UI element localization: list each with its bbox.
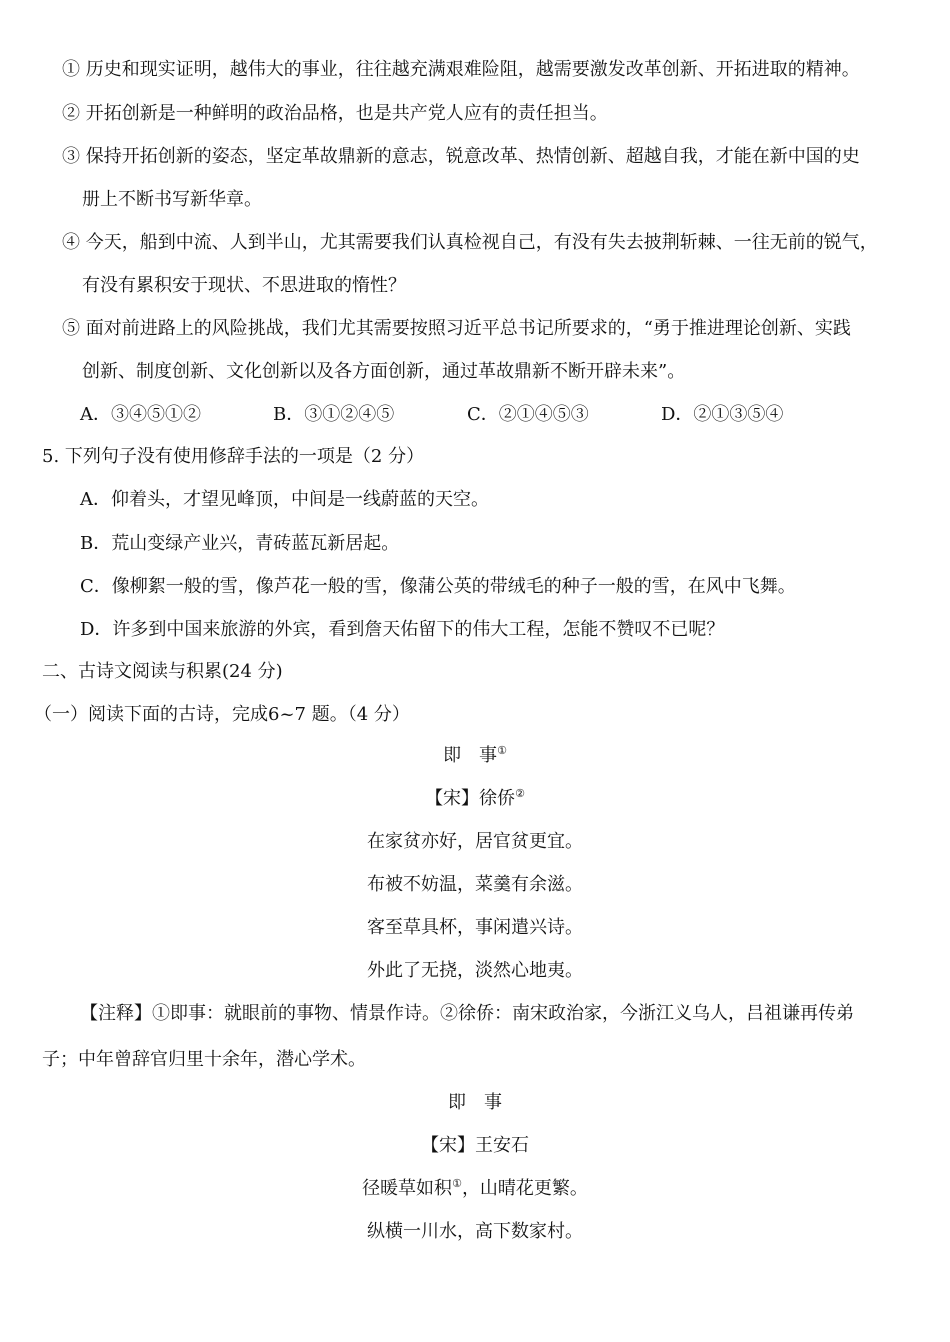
poem1-author: 【宋】徐侨② [425, 787, 525, 809]
poem1-line-1: 在家贫亦好，居官贫更宜。 [367, 831, 583, 852]
poem1-title-note-mark: ① [497, 744, 507, 757]
ordering-item-2: ② 开拓创新是一种鲜明的政治品格，也是共产党人应有的责任担当。 [62, 103, 608, 124]
ordering-item-3: ③ 保持开拓创新的姿态，坚定革故鼎新的意志，锐意改革、热情创新、超越自我，才能在新中国的史 [62, 146, 860, 167]
ordering-item-4-cont: 有没有累积安于现状、不思进取的惰性？ [82, 275, 406, 296]
q5-option-a: A．仰着头，才望见峰顶，中间是一线蔚蓝的天空。 [80, 489, 489, 510]
q5-option-c: C．像柳絮一般的雪，像芦花一般的雪，像蒲公英的带绒毛的种子一般的雪，在风中飞舞。 [80, 576, 796, 597]
annotation-line-1: 【注释】①即事：就眼前的事物、情景作诗。②徐侨：南宋政治家，今浙江义乌人，吕祖谦再传弟 [80, 1003, 854, 1024]
ordering-item-3-cont: 册上不断书写新华章。 [82, 189, 262, 210]
section-heading: 二、古诗文阅读与积累(24 分) [42, 661, 283, 682]
ordering-item-5-cont: 创新、制度创新、文化创新以及各方面创新，通过革故鼎新不断开辟未来”。 [82, 361, 686, 382]
poem2-note-mark: ① [452, 1177, 462, 1190]
ordering-item-5: ⑤ 面对前进路上的风险挑战，我们尤其需要按照习近平总书记所要求的，“勇于推进理论创新、实践 [62, 318, 851, 339]
poem1-line-3: 客至草具杯，事闲遣兴诗。 [367, 917, 583, 938]
poem2-line-2: 纵横一川水，高下数家村。 [367, 1221, 583, 1242]
q4-option-a: A．③④⑤①② [80, 404, 201, 425]
poem2-author: 【宋】王安石 [421, 1135, 529, 1156]
poem1-line-4: 外此了无挠，淡然心地夷。 [367, 960, 583, 981]
poem2-title: 即 事 [448, 1092, 502, 1113]
annotation-line-2: 子；中年曾辞官归里十余年，潜心学术。 [42, 1049, 366, 1070]
ordering-item-1: ① 历史和现实证明，越伟大的事业，往往越充满艰难险阻，越需要激发改革创新、开拓进取的精神。 [62, 59, 860, 80]
poem2-line-1: 径暖草如积①，山晴花更繁。 [362, 1177, 588, 1199]
q4-option-c: C．②①④⑤③ [467, 404, 589, 425]
ordering-item-4: ④ 今天，船到中流、人到半山，尤其需要我们认真检视自己，有没有失去披荆斩棘、一往无前的锐气， [62, 232, 878, 253]
section-sub-heading: （一）阅读下面的古诗，完成6~7 题。（4 分） [34, 704, 410, 725]
q4-option-b: B．③①②④⑤ [273, 404, 395, 425]
q5-option-b: B．荒山变绿产业兴，青砖蓝瓦新居起。 [80, 533, 400, 554]
q5-option-d: D．许多到中国来旅游的外宾，看到詹天佑留下的伟大工程，怎能不赞叹不已呢？ [80, 619, 725, 640]
q4-option-d: D．②①③⑤④ [661, 404, 784, 425]
poem1-title: 即 事① [443, 744, 507, 766]
poem1-line-2: 布被不妨温，菜羹有余滋。 [367, 874, 583, 895]
q5-stem: 5. 下列句子没有使用修辞手法的一项是（2 分） [42, 446, 425, 467]
poem1-author-note-mark: ② [515, 787, 525, 800]
